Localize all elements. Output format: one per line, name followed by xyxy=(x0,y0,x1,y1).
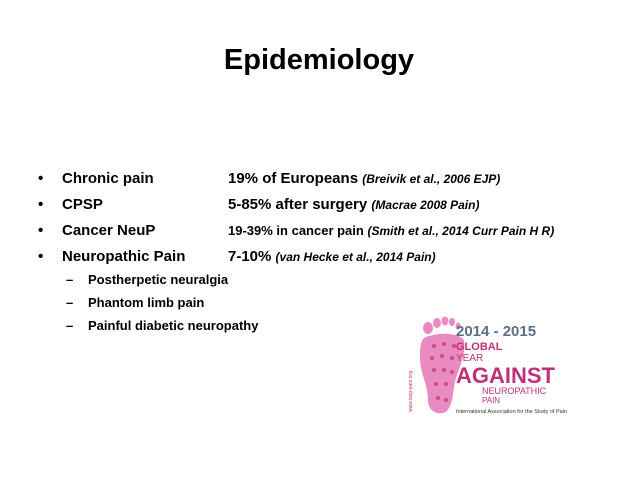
citation: (van Hecke et al., 2014 Pain) xyxy=(275,250,436,264)
bullet-list xyxy=(38,170,618,274)
citation: (Breivik et al., 2006 EJP) xyxy=(362,172,501,186)
slide-title: Epidemiology xyxy=(223,44,415,76)
global-year-logo xyxy=(406,312,628,416)
logo-year: YEAR xyxy=(456,353,484,364)
bullet-dot: • xyxy=(38,196,44,213)
side-url: www.iasp-pain.org xyxy=(408,371,414,412)
value-text: 19% of Europeans xyxy=(228,170,359,187)
logo-global: GLOBAL xyxy=(456,341,503,353)
bullet-value xyxy=(228,248,436,265)
bullet-label: Neuropathic Pain xyxy=(62,248,186,265)
logo-neuropathic: NEUROPATHIC xyxy=(482,386,547,396)
bullet-dot: • xyxy=(38,222,44,239)
bullet-item xyxy=(38,170,618,196)
logo-graphic xyxy=(406,312,628,416)
dash-marker: – xyxy=(66,295,74,310)
bullet-value xyxy=(228,196,479,213)
citation: (Macrae 2008 Pain) xyxy=(371,198,480,212)
sub-bullet-label: Postherpetic neuralgia xyxy=(88,272,229,287)
sub-bullet-label: Phantom limb pain xyxy=(88,295,205,310)
sub-bullet-item xyxy=(66,295,258,318)
bullet-label: Cancer NeuP xyxy=(62,222,156,239)
bullet-value xyxy=(228,223,554,238)
logo-against: AGAINST xyxy=(456,363,555,388)
citation: (Smith et al., 2014 Curr Pain H R) xyxy=(367,224,555,238)
sub-bullet-label: Painful diabetic neuropathy xyxy=(88,318,259,333)
sub-bullet-list xyxy=(66,272,258,341)
logo-years: 2014 - 2015 xyxy=(456,323,537,340)
bullet-dot: • xyxy=(38,248,44,265)
logo-association: International Association for the Study of Pain xyxy=(456,409,567,415)
dash-marker: – xyxy=(66,272,74,287)
bullet-label: CPSP xyxy=(62,196,103,213)
bullet-label: Chronic pain xyxy=(62,170,154,187)
sub-bullet-item xyxy=(66,272,258,295)
dash-marker: – xyxy=(66,318,74,333)
value-text: 5-85% after surgery xyxy=(228,196,368,213)
bullet-dot: • xyxy=(38,170,44,187)
bullet-item xyxy=(38,196,618,222)
bullet-item xyxy=(38,222,618,248)
bullet-item xyxy=(38,248,618,274)
logo-pain: PAIN xyxy=(482,396,501,405)
sub-bullet-item xyxy=(66,318,258,341)
value-text: 7-10% xyxy=(228,248,272,265)
value-text: 19-39% in cancer pain xyxy=(228,223,364,238)
bullet-value xyxy=(228,170,500,187)
